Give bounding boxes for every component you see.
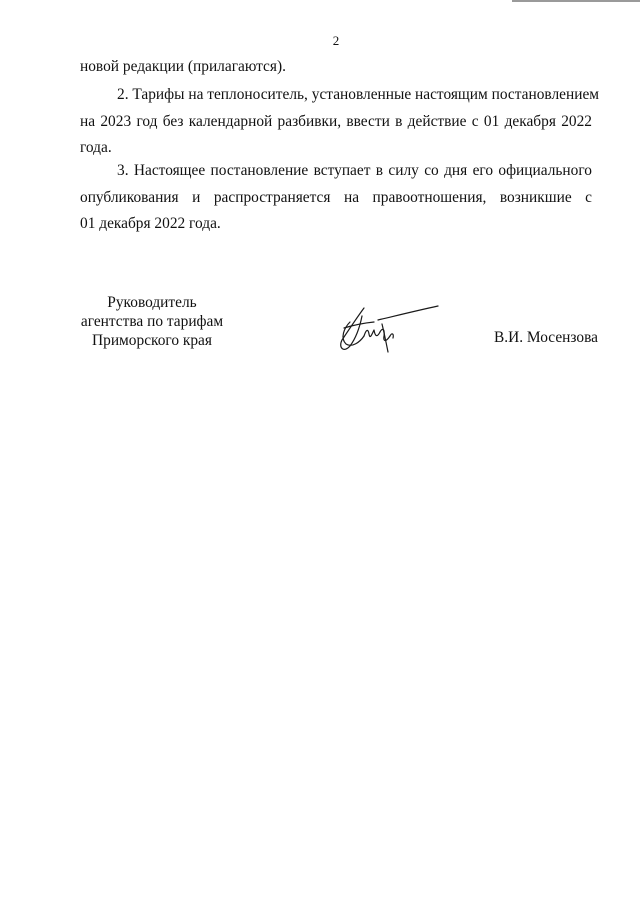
paragraph-line: новой редакции (прилагаются).: [80, 58, 286, 75]
signatory-position: [68, 293, 236, 350]
signatory-position-line: Приморского края: [92, 332, 212, 349]
paragraph-line: 3. Настоящее постановление вступает в силу со дня его официального: [117, 162, 592, 179]
paragraph-item-3: [80, 158, 592, 238]
paragraph-line: 2. Тарифы на теплоноситель, установленные настоящим постановлением: [117, 86, 600, 103]
signatory-position-line: Руководитель: [107, 294, 197, 311]
paragraph-item-2: [80, 82, 600, 162]
paragraph-line: опубликования и распространяется на правоотношения, возникшие с: [80, 188, 592, 206]
signatory-name: В.И. Мосензова: [494, 329, 598, 346]
paragraph-line: 01 декабря 2022 года.: [80, 215, 221, 232]
paragraph-line: года.: [80, 139, 112, 156]
paragraph-line: на 2023 год без календарной разбивки, ввести в действие с 01 декабря 2022: [80, 112, 592, 130]
paragraph-continuation: [80, 54, 592, 81]
handwritten-signature-icon: [330, 298, 442, 356]
page-number: 2: [332, 33, 340, 48]
signatory-position-line: агентства по тарифам: [80, 313, 224, 330]
header-rule: [512, 0, 640, 2]
